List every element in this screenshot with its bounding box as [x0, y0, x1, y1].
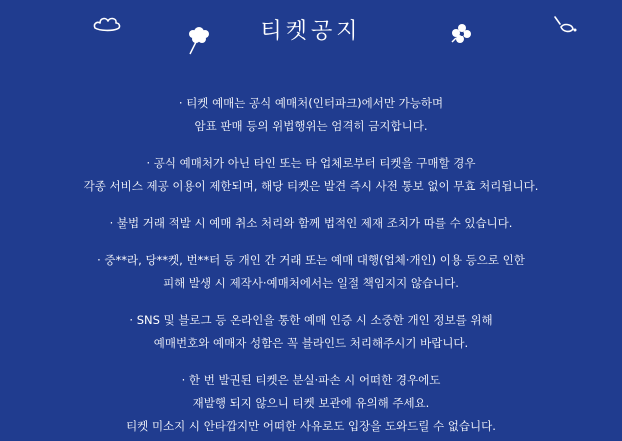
notice-line: · 한 번 발권된 티켓은 분실·파손 시 어떠한 경우에도: [181, 373, 441, 387]
notice-line: 티켓 미소지 시 안타깝지만 어떠한 사유로도 입장을 도와드릴 수 없습니다.: [126, 419, 496, 433]
notice-line: 재발행 되지 않으니 티켓 보관에 유의해 주세요.: [192, 396, 430, 410]
notice-line: 암표 판매 등의 위법행위는 엄격히 금지합니다.: [194, 119, 428, 133]
notice-item: [0, 212, 622, 235]
notice-line: · SNS 및 블로그 등 온라인을 통한 예매 인증 시 소중한 개인 정보를 위해: [129, 313, 493, 327]
notice-item: [0, 152, 622, 198]
notice-list: [0, 92, 622, 438]
notice-item: [0, 369, 622, 438]
page-title: 티켓공지: [260, 19, 362, 44]
notice-line: · 티켓 예매는 공식 예매처(인터파크)에서만 가능하며: [178, 96, 444, 110]
notice-line: · 중**라, 당**켓, 번**터 등 개인 간 거래 또는 예매 대행(업체·개인) 이용 등으로 인한: [97, 253, 525, 267]
notice-line: · 불법 거래 적발 시 예매 취소 처리와 함께 법적인 제재 조치가 따를 수 있습니다.: [109, 216, 513, 230]
notice-line: 각종 서비스 제공 이용이 제한되며, 해당 티켓은 발견 즉시 사전 통보 없이 무효 처리됩니다.: [83, 179, 539, 193]
notice-item: [0, 249, 622, 295]
notice-line: · 공식 예매처가 아닌 타인 또는 타 업체로부터 티켓을 구매할 경우: [146, 156, 476, 170]
notice-item: [0, 309, 622, 355]
notice-line: 피해 발생 시 제작사·예매처에서는 일절 책임지지 않습니다.: [163, 276, 459, 290]
notice-line: 예매번호와 예매자 성함은 꼭 블라인드 처리해주시기 바랍니다.: [153, 336, 469, 350]
notice-item: [0, 92, 622, 138]
